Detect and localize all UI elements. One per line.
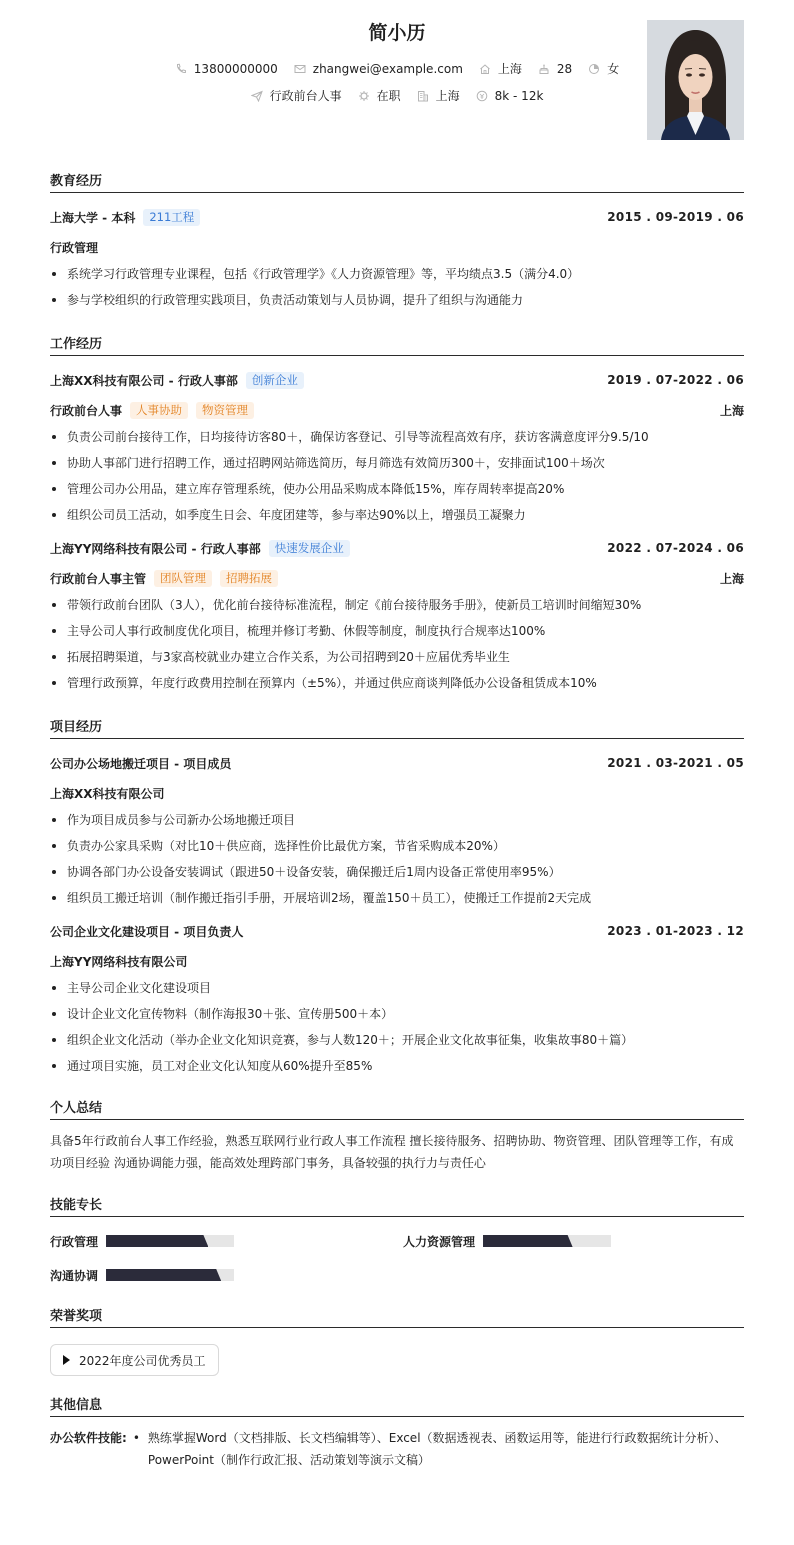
intent-city-text: 上海 xyxy=(435,89,460,103)
list-item: 管理公司办公用品，建立库存管理系统，使办公用品采购成本降低15%，库存周转率提高20% xyxy=(50,480,744,498)
education-entry xyxy=(50,207,744,309)
send-icon xyxy=(251,90,263,102)
phone-text: 13800000000 xyxy=(193,61,278,76)
list-item: 带领行政前台团队（3人），优化前台接待标准流程，制定《前台接待服务手册》，使新员工培训时间缩短30% xyxy=(50,596,744,614)
project-bullets xyxy=(50,979,744,1075)
section-title-summary: 个人总结 xyxy=(50,1097,744,1120)
skill-item xyxy=(50,1265,403,1285)
education-section xyxy=(50,170,744,309)
intent-position xyxy=(251,87,342,104)
other-label: 办公软件技能: xyxy=(50,1431,127,1445)
section-title-other: 其他信息 xyxy=(50,1394,744,1417)
phone-icon xyxy=(175,63,187,75)
contact-phone xyxy=(175,62,278,76)
school-tag: 211工程 xyxy=(143,209,200,226)
list-item: 参与学校组织的行政管理实践项目，负责活动策划与人员协调，提升了组织与沟通能力 xyxy=(50,291,744,309)
age-icon xyxy=(538,63,550,75)
project-name: 公司办公场地搬迁项目 - 项目成员 xyxy=(50,756,232,771)
list-item: 组织企业文化活动（举办企业文化知识竞赛，参与人数120＋；开展企业文化故事征集，收集故事80＋篇） xyxy=(50,1031,744,1049)
education-date: 2015 . 09-2019 . 06 xyxy=(607,210,744,224)
awards-section xyxy=(50,1305,744,1376)
other-info-row xyxy=(50,1427,744,1471)
position-tag: 人事协助 xyxy=(130,402,188,419)
skill-fill xyxy=(483,1235,573,1247)
contact-gender xyxy=(588,60,619,77)
work-location: 上海 xyxy=(719,571,744,586)
bullet-dot: • xyxy=(132,1431,140,1445)
age-text: 28 xyxy=(556,61,573,76)
skill-bar xyxy=(483,1235,611,1247)
list-item: 作为项目成员参与公司新办公场地搬迁项目 xyxy=(50,811,744,829)
award-item[interactable] xyxy=(50,1344,219,1376)
summary-text: 具备5年行政前台人事工作经验，熟悉互联网行业行政人事工作流程 擅长接待服务、招聘协助、物资管理、团队管理等工作，有成功项目经验 沟通协调能力强，能高效处理跨部门事务，具备较强的执行力与责任心 xyxy=(50,1134,734,1170)
skill-bar xyxy=(106,1269,234,1281)
project-date: 2021 . 03-2021 . 05 xyxy=(607,756,744,770)
position-tag: 招聘拓展 xyxy=(220,570,278,587)
company-name: 上海XX科技有限公司 - 行政人事部 xyxy=(50,373,238,388)
contact-city xyxy=(479,60,522,77)
skill-bar xyxy=(106,1235,234,1247)
project-company: 上海YY网络科技有限公司 xyxy=(50,954,188,969)
skill-fill xyxy=(106,1235,208,1247)
company-tag: 创新企业 xyxy=(246,372,304,389)
education-bullets xyxy=(50,265,744,309)
skill-name: 行政管理 xyxy=(50,1234,99,1249)
job-intent-row xyxy=(50,87,744,104)
list-item: 通过项目实施，员工对企业文化认知度从60%提升至85% xyxy=(50,1057,744,1075)
project-bullets xyxy=(50,811,744,907)
email-text: zhangwei@example.com xyxy=(312,61,463,76)
school-name: 上海大学 - 本科 xyxy=(50,210,136,225)
profile-photo xyxy=(647,20,744,140)
home-icon xyxy=(479,63,491,75)
contact-row xyxy=(50,60,744,77)
list-item: 主导公司企业文化建设项目 xyxy=(50,979,744,997)
intent-status xyxy=(358,87,401,104)
mail-icon xyxy=(294,63,306,75)
contact-email xyxy=(294,62,463,76)
work-entry xyxy=(50,370,744,524)
list-item: 拓展招聘渠道，与3家高校就业办建立合作关系，为公司招聘到20＋应届优秀毕业生 xyxy=(50,648,744,666)
skill-item xyxy=(403,1231,756,1251)
list-item: 主导公司人事行政制度优化项目，梳理并修订考勤、休假等制度，制度执行合规率达100% xyxy=(50,622,744,640)
portrait-image xyxy=(647,20,744,140)
city-text: 上海 xyxy=(497,62,522,76)
intent-status-text: 在职 xyxy=(376,89,401,103)
work-date: 2022 . 07-2024 . 06 xyxy=(607,541,744,555)
list-item: 设计企业文化宣传物料（制作海报30＋张、宣传册500＋本） xyxy=(50,1005,744,1023)
project-entry xyxy=(50,753,744,907)
company-name: 上海YY网络科技有限公司 - 行政人事部 xyxy=(50,541,261,556)
work-bullets xyxy=(50,596,744,692)
gender-icon xyxy=(588,63,600,75)
list-item: 协调各部门办公设备安装调试（跟进50＋设备安装，确保搬迁后1周内设备正常使用率95%） xyxy=(50,863,744,881)
candidate-name: 简小历 xyxy=(368,22,426,44)
position-tag: 物资管理 xyxy=(196,402,254,419)
list-item: 组织公司员工活动，如季度生日会、年度团建等，参与率达90%以上，增强员工凝聚力 xyxy=(50,506,744,524)
summary-section xyxy=(50,1097,744,1174)
award-text: 2022年度公司优秀员工 xyxy=(79,1353,206,1368)
building-icon xyxy=(417,90,429,102)
work-location: 上海 xyxy=(719,403,744,418)
project-company: 上海XX科技有限公司 xyxy=(50,786,165,801)
position-name: 行政前台人事主管 xyxy=(50,571,147,586)
work-bullets xyxy=(50,428,744,524)
work-section xyxy=(50,333,744,692)
skill-name: 沟通协调 xyxy=(50,1268,99,1283)
section-title-education: 教育经历 xyxy=(50,170,744,193)
intent-city xyxy=(417,87,460,104)
project-entry xyxy=(50,921,744,1075)
position-name: 行政前台人事 xyxy=(50,403,123,418)
gender-text: 女 xyxy=(607,62,620,76)
list-item: 协助人事部门进行招聘工作，通过招聘网站筛选简历，每月筛选有效简历300＋，安排面试100＋场次 xyxy=(50,454,744,472)
salary-icon xyxy=(476,90,488,102)
intent-salary xyxy=(476,89,544,103)
position-tag: 团队管理 xyxy=(154,570,212,587)
skills-section xyxy=(50,1194,744,1285)
work-date: 2019 . 07-2022 . 06 xyxy=(607,373,744,387)
project-name: 公司企业文化建设项目 - 项目负责人 xyxy=(50,924,244,939)
company-tag: 快速发展企业 xyxy=(269,540,350,557)
project-date: 2023 . 01-2023 . 12 xyxy=(607,924,744,938)
list-item: 负责公司前台接待工作，日均接待访客80＋，确保访客登记、引导等流程高效有序，获访客满意度评分9.5/10 xyxy=(50,428,744,446)
contact-age xyxy=(538,62,572,76)
list-item: 组织员工搬迁培训（制作搬迁指引手册，开展培训2场，覆盖150＋员工），使搬迁工作提前2天完成 xyxy=(50,889,744,907)
intent-position-text: 行政前台人事 xyxy=(269,89,342,103)
major-name: 行政管理 xyxy=(50,240,99,255)
resume-header xyxy=(50,0,744,160)
status-icon xyxy=(358,90,370,102)
section-title-projects: 项目经历 xyxy=(50,716,744,739)
section-title-work: 工作经历 xyxy=(50,333,744,356)
skill-item xyxy=(50,1231,403,1251)
list-item: 负责办公家具采购（对比10＋供应商，选择性价比最优方案，节省采购成本20%） xyxy=(50,837,744,855)
skill-fill xyxy=(106,1269,221,1281)
intent-salary-text: 8k - 12k xyxy=(494,88,544,103)
list-item: 系统学习行政管理专业课程，包括《行政管理学》《人力资源管理》等，平均绩点3.5（满分4.0） xyxy=(50,265,744,283)
skills-grid xyxy=(50,1231,744,1285)
other-text: 熟练掌握Word（文档排版、长文档编辑等）、Excel（数据透视表、函数运用等，能进行行政数据统计分析）、PowerPoint（制作行政汇报、活动策划等演示文稿） xyxy=(147,1431,727,1467)
skill-name: 人力资源管理 xyxy=(403,1234,476,1249)
list-item: 管理行政预算，年度行政费用控制在预算内（±5%），并通过供应商谈判降低办公设备租赁成本10% xyxy=(50,674,744,692)
other-section xyxy=(50,1394,744,1471)
section-title-skills: 技能专长 xyxy=(50,1194,744,1217)
expand-triangle-icon[interactable] xyxy=(63,1355,70,1365)
projects-section xyxy=(50,716,744,1075)
section-title-awards: 荣誉奖项 xyxy=(50,1305,744,1328)
work-entry xyxy=(50,538,744,692)
